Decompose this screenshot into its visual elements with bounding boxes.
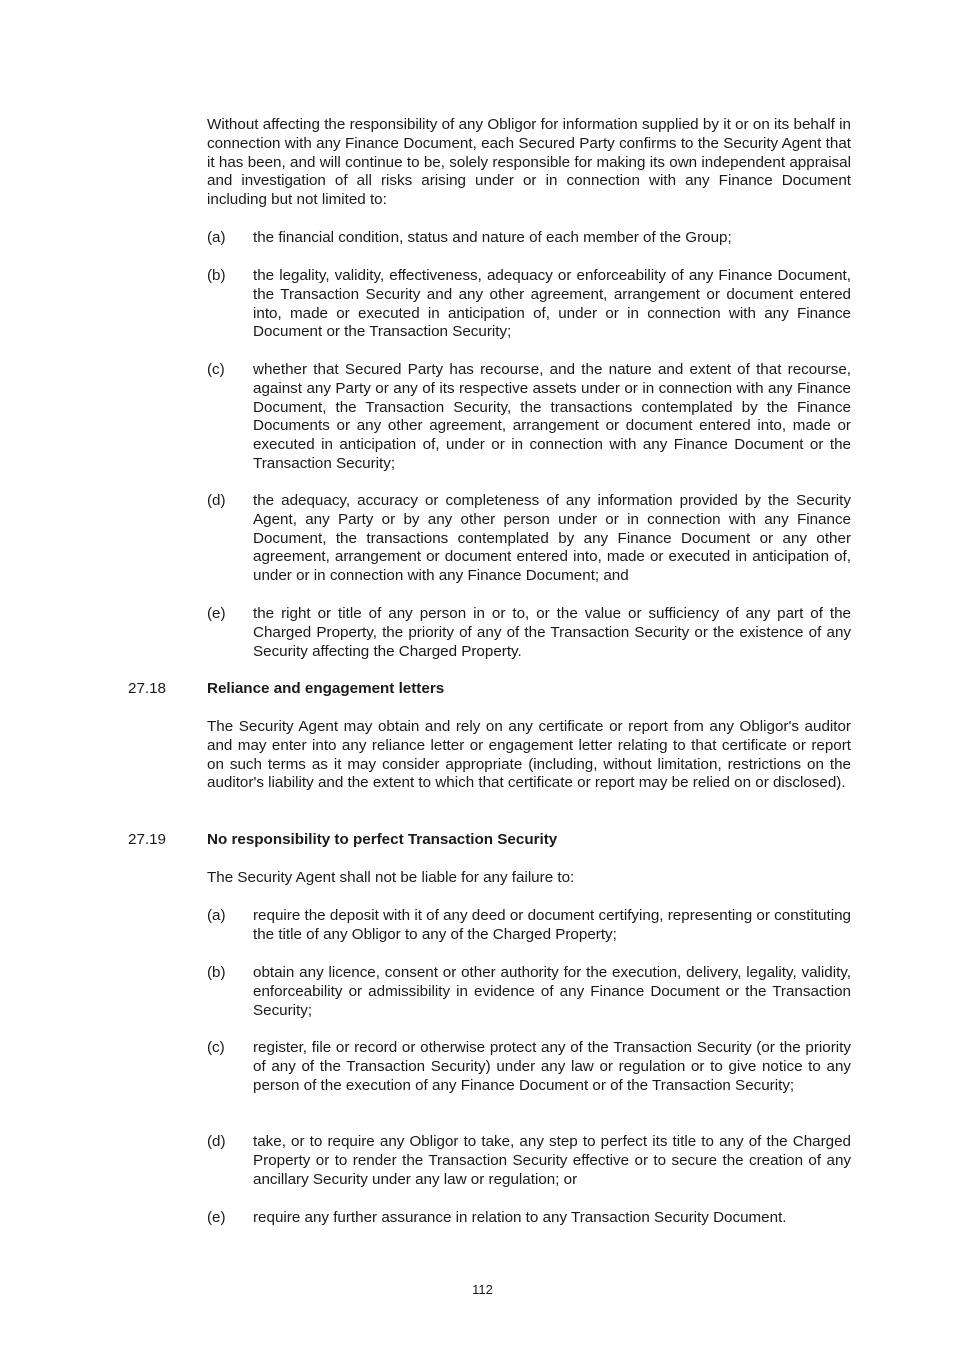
list-item (207, 964, 851, 1020)
list-item-text: register, file or record or otherwise protect any of the Transaction Security (or the priority of any of the Transaction Security) under any law or regulation or to give notice to any person of the execution of any Finance Document or of the Transaction Security; (253, 1039, 851, 1094)
list-item-label: (c) (207, 361, 225, 378)
list-item (207, 267, 851, 342)
section-body: The Security Agent shall not be liable for any failure to: (207, 869, 575, 886)
list-item (207, 907, 851, 945)
section-body: The Security Agent may obtain and rely on any certificate or report from any Obligor's auditor and may enter into any reliance letter or engagement letter relating to that certificate or report on such terms as it may consider appropriate (including, without limitation, restrictions on the auditor's liability and the extent to which that certificate or report may be relied on or disclosed). (207, 718, 851, 792)
list-item-text: take, or to require any Obligor to take, any step to perfect its title to any of the Charged Property or to render the Transaction Security effective or to secure the creation of any ancillary Security under any law or regulation; or (253, 1133, 851, 1188)
list-item (207, 229, 851, 248)
section-number: 27.18 (128, 680, 167, 697)
list-item-text: require the deposit with it of any deed or document certifying, representing or constituting the title of any Obligor to any of the Charged Property; (253, 907, 851, 943)
list-item-label: (a) (207, 907, 226, 924)
list-item-text: require any further assurance in relation to any Transaction Security Document. (253, 1209, 787, 1226)
list-item (207, 1209, 851, 1228)
section-number: 27.19 (128, 831, 167, 848)
section-heading (128, 831, 851, 850)
list-item-label: (b) (207, 964, 226, 981)
list-item-label: (e) (207, 605, 226, 622)
list-item-label: (d) (207, 492, 226, 509)
page-number: 112 (472, 1282, 493, 1297)
list-item (207, 361, 851, 474)
list-item-text: whether that Secured Party has recourse, and the nature and extent of that recourse, against any Party or any of its respective assets under or in connection with any Finance Document, the Transaction Security, the transactions contemplated by the Finance Documents or any other agreement, arrangement or document entered into, made or executed in anticipation of, under or in connection with any Finance Document or the Transaction Security; (253, 361, 851, 472)
list-item (207, 1039, 851, 1095)
list-item (207, 605, 851, 661)
list-item-label: (b) (207, 267, 226, 284)
intro-paragraph: Without affecting the responsibility of any Obligor for information supplied by it or on its behalf in connection with any Finance Document, each Secured Party confirms to the Security Agent that it has been, and will continue to be, solely responsible for making its own independent appraisal and investigation of all risks arising under or in connection with any Finance Document including but not limited to: (207, 116, 851, 209)
list-item-text: the legality, validity, effectiveness, adequacy or enforceability of any Finance Document, the Transaction Security and any other agreement, arrangement or document entered into, made or executed in anticipation of, under or in connection with any Finance Document or the Transaction Security; (253, 267, 851, 341)
list-item (207, 1133, 851, 1189)
section-title: No responsibility to perfect Transaction Security (207, 831, 558, 848)
list-item-text: the financial condition, status and nature of each member of the Group; (253, 229, 732, 246)
list-item (207, 492, 851, 586)
list-item-text: the right or title of any person in or to, or the value or sufficiency of any part of the Charged Property, the priority of any of the Transaction Security or the existence of any Security affecting the Charged Property. (253, 605, 851, 660)
list-item-label: (d) (207, 1133, 226, 1150)
list-item-label: (c) (207, 1039, 225, 1056)
section-heading (128, 680, 851, 699)
list-item-label: (e) (207, 1209, 226, 1226)
section-title: Reliance and engagement letters (207, 680, 445, 697)
list-item-text: obtain any licence, consent or other authority for the execution, delivery, legality, validity, enforceability or admissibility in evidence of any Finance Document or the Transaction Security; (253, 964, 851, 1019)
list-item-text: the adequacy, accuracy or completeness of any information provided by the Security Agent, any Party or by any other person under or in connection with any Finance Document, the transactions contemplated by any Finance Document or any other agreement, arrangement or document entered into, made or executed in anticipation of, under or in connection with any Finance Document; and (253, 492, 851, 585)
list-item-label: (a) (207, 229, 226, 246)
